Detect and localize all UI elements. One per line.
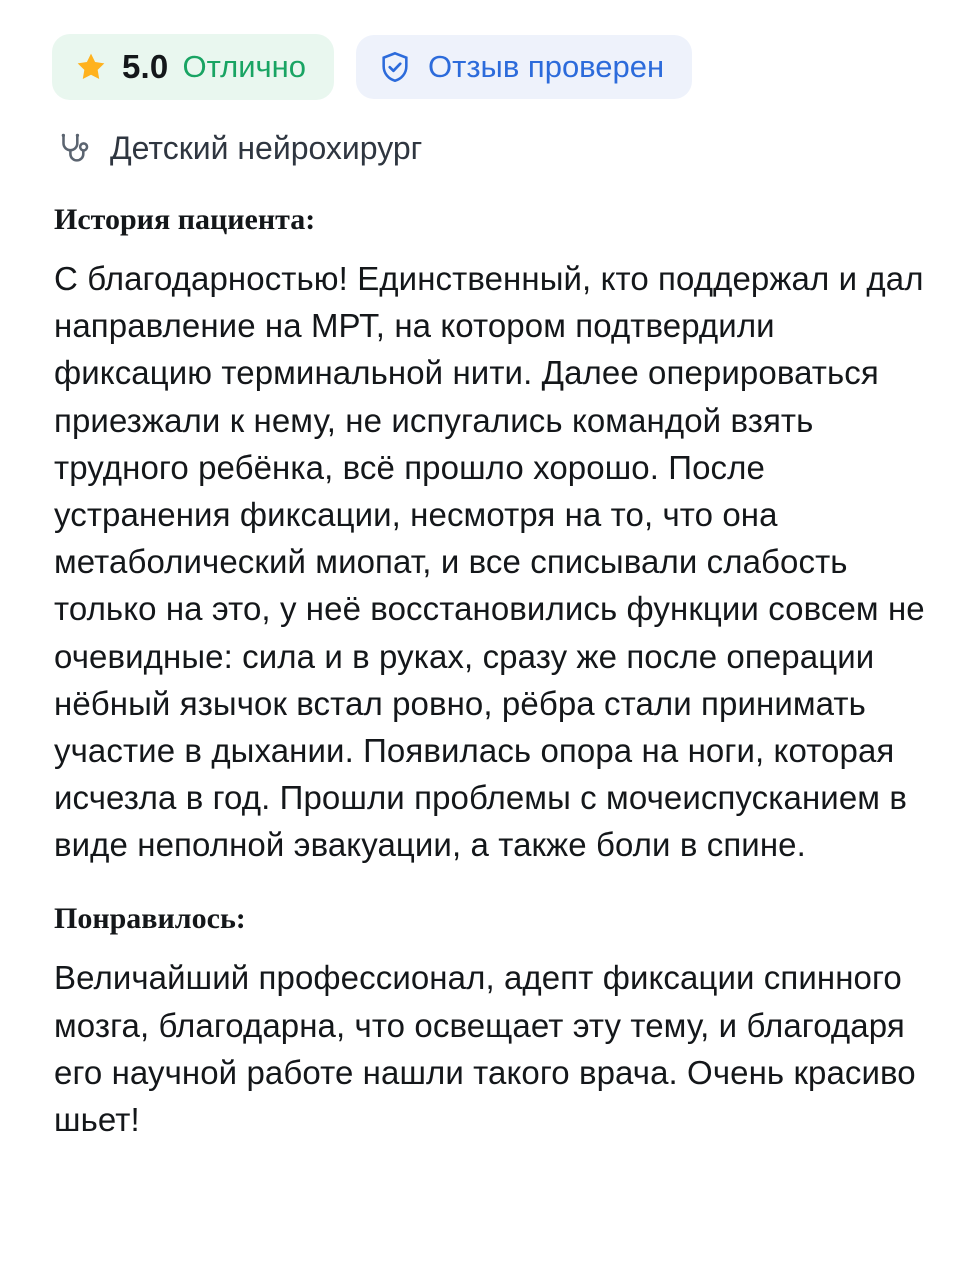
shield-check-icon — [378, 50, 412, 84]
rating-label: Отлично — [182, 49, 307, 84]
liked-section — [52, 902, 925, 1143]
rating-badge — [52, 34, 334, 100]
specialty-row — [52, 130, 925, 167]
rating-value: 5.0 — [122, 48, 169, 85]
star-icon — [74, 50, 108, 84]
patient-story-text: С благодарностью! Единственный, кто поддержал и дал направление на МРТ, на котором подтвердили фиксацию терминальной нити. Далее оперироваться приезжали к нему, не испугались командой взять трудного ребёнка, всё прошло хорошо. После устранения фиксации, несмотря на то, что она метаболический миопат, и все списывали слабость только на это, у неё восстановились функции совсем не очевидные: сила и в руках, сразу же после операции нёбный язычок встал ровно, рёбра стали принимать участие в дыхании. Появилась опора на ноги, которая исчезла в год. Прошли проблемы с мочеиспусканием в виде неполной эвакуации, а также боли в спине. — [54, 260, 925, 864]
patient-story-title: История пациента: — [54, 203, 316, 236]
liked-title: Понравилось: — [54, 902, 246, 936]
verified-badge — [356, 35, 692, 99]
verified-label: Отзыв проверен — [428, 49, 665, 84]
liked-text: Величайший профессионал, адепт фиксации спинного мозга, благодарна, что освещает эту тему, и благодаря его научной работе нашли такого врача. Очень красиво шьет! — [54, 959, 916, 1138]
badges-row — [52, 34, 925, 100]
stethoscope-icon — [56, 131, 92, 167]
patient-story-section — [52, 203, 925, 868]
specialty-label: Детский нейрохирург — [110, 130, 423, 166]
